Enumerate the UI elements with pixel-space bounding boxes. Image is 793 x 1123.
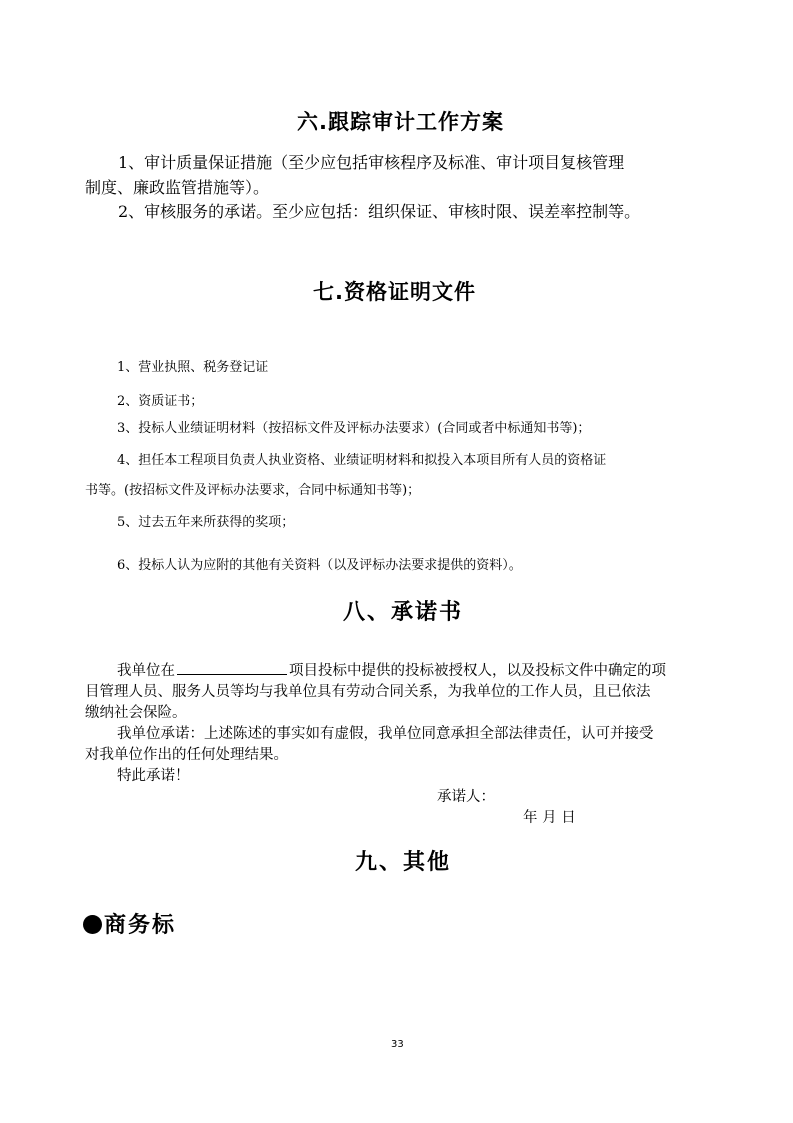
section6-item2: 2、审核服务的承诺。至少应包括：组织保证、审核时限、误差率控制等。 <box>118 202 641 221</box>
section7-item4-line2: 书等。(按招标文件及评标办法要求，合同中标通知书等)； <box>85 483 421 498</box>
page-number: 33 <box>391 1039 404 1050</box>
section9-title: 九、其他 <box>355 850 452 875</box>
section6-title: 六.跟踪审计工作方案 <box>297 110 504 134</box>
commercial-title: 商务标 <box>104 913 177 938</box>
section8-title: 八、承诺书 <box>343 600 464 625</box>
pledge-paragraph2-line2: 对我单位作出的任何处理结果。 <box>85 747 288 763</box>
pledge-suffix: 项目投标中提供的投标被授权人，以及投标文件中确定的项 <box>289 663 666 679</box>
section7-item2: 2、资质证书； <box>117 394 204 409</box>
pledge-prefix: 我单位在 <box>117 663 175 679</box>
date-label: 年 月 日 <box>523 810 576 826</box>
section7-item3: 3、投标人业绩证明材料（按招标文件及评标办法要求）(合同或者中标通知书等)； <box>117 421 591 436</box>
pledge-paragraph1-line1 <box>117 659 666 680</box>
section7-item6: 6、投标人认为应附的其他有关资料（以及评标办法要求提供的资料）。 <box>117 558 522 573</box>
pledge-paragraph3: 特此承诺！ <box>117 768 190 784</box>
section7-item4-line1: 4、担任本工程项目负责人执业资格、业绩证明材料和拟投入本项目所有人员的资格证 <box>117 453 607 468</box>
bullet-icon <box>83 915 102 934</box>
pledge-paragraph2-line1: 我单位承诺：上述陈述的事实如有虚假，我单位同意承担全部法律责任，认可并接受 <box>117 726 654 742</box>
section7-title: 七.资格证明文件 <box>313 280 476 304</box>
section7-item1: 1、营业执照、税务登记证 <box>117 360 269 375</box>
commercial-heading <box>83 908 176 939</box>
pledge-paragraph1-line2: 目管理人员、服务人员等均与我单位具有劳动合同关系，为我单位的工作人员，且已依法 <box>85 684 651 700</box>
section6-item1-line2: 制度、廉政监管措施等）。 <box>85 178 270 197</box>
pledge-paragraph1-line3: 缴纳社会保险。 <box>85 705 187 721</box>
project-name-blank <box>177 660 287 675</box>
section7-item5: 5、过去五年来所获得的奖项； <box>117 515 295 530</box>
signer-label: 承诺人： <box>437 789 495 805</box>
section6-item1-line1: 1、审计质量保证措施（至少应包括审核程序及标准、审计项目复核管理 <box>118 153 625 172</box>
